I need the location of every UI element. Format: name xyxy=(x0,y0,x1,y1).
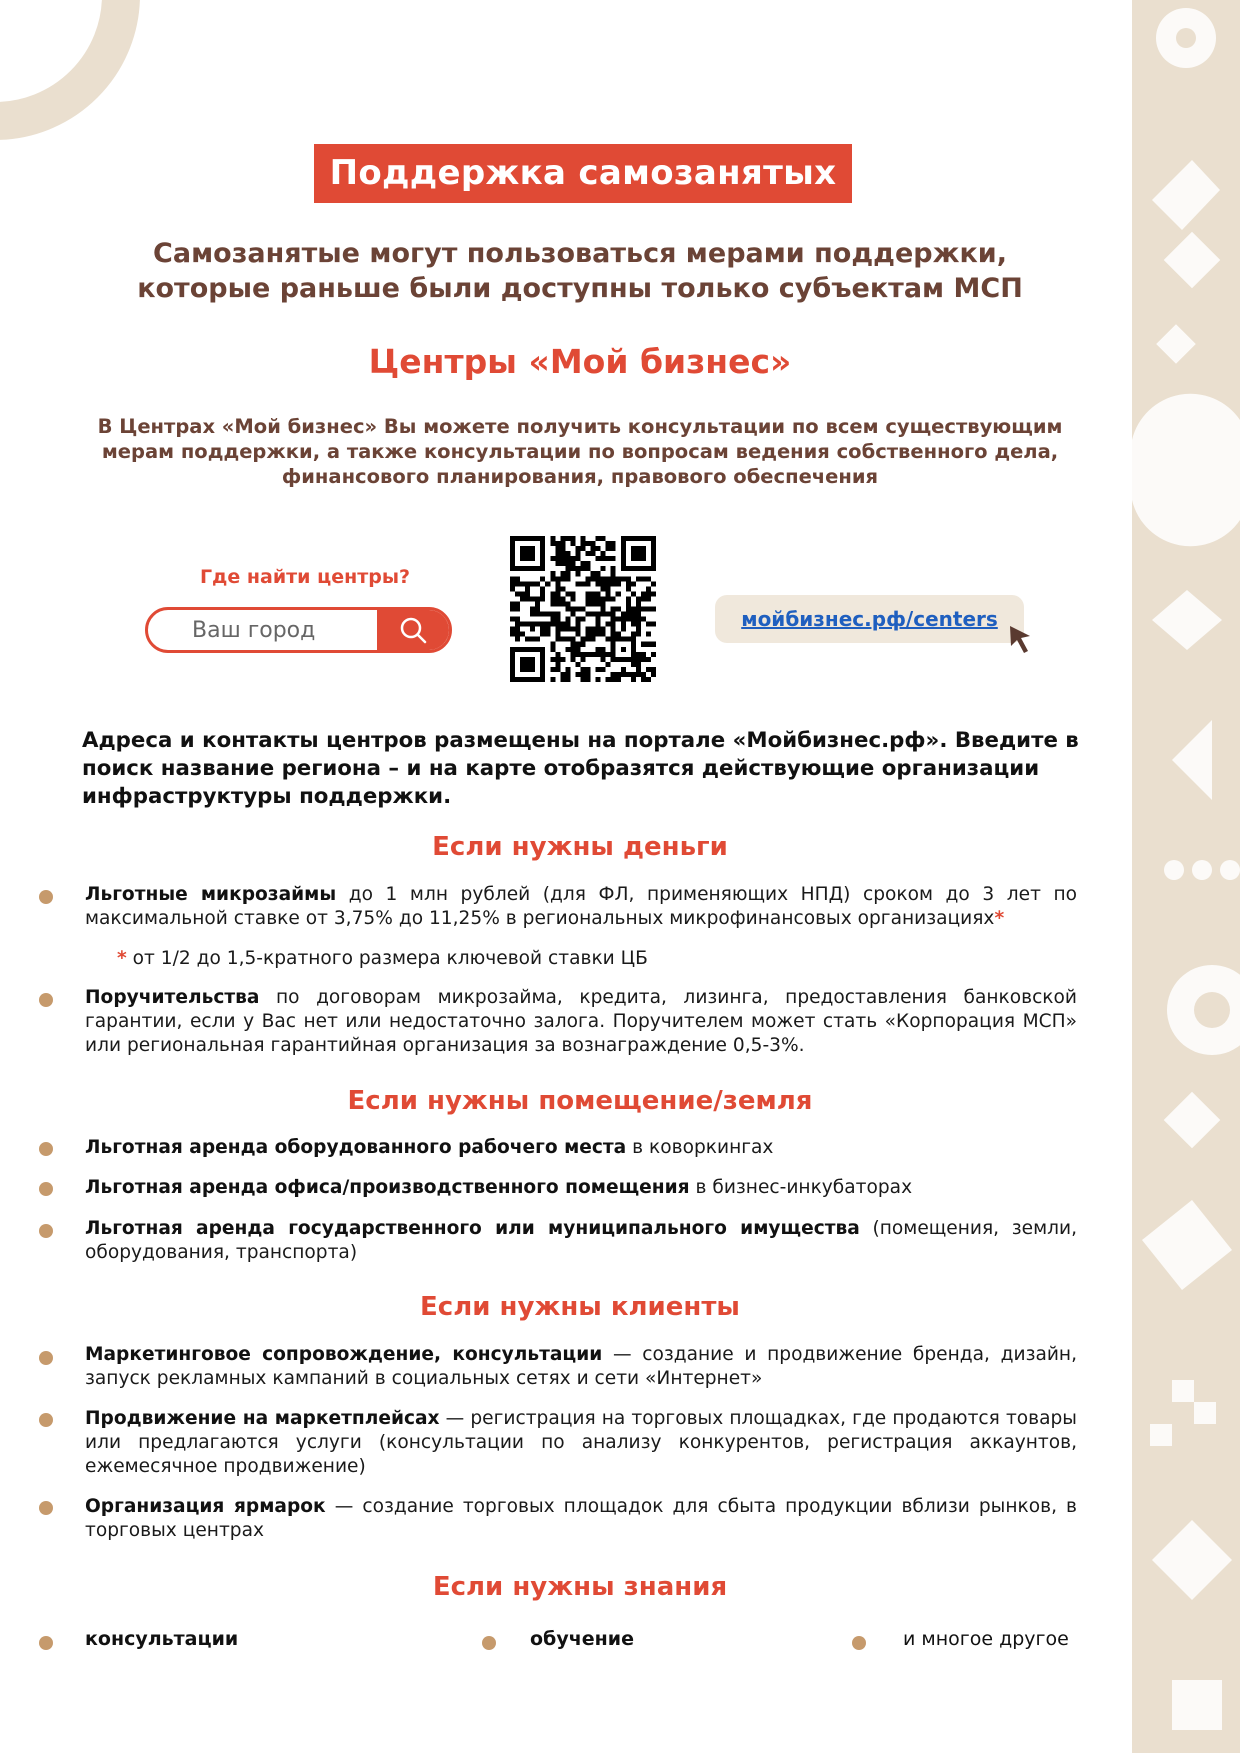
item-title: Льготные микрозаймы xyxy=(85,884,337,905)
bullet-dot xyxy=(39,1182,53,1196)
list-item-fairs xyxy=(85,1495,1077,1543)
city-search-box xyxy=(145,607,452,653)
item-text: в коворкингах xyxy=(626,1137,774,1158)
item-title: Организация ярмарок xyxy=(85,1496,326,1517)
item-text: до 1 млн рублей (для ФЛ, применяющих НПД) сроком до 3 лет по максимальной ставке от 3,75% до 11,25% в региональных микрофинансовых организациях xyxy=(85,884,1077,929)
qr-code[interactable] xyxy=(510,536,656,682)
footnote xyxy=(117,948,648,969)
knowledge-item-consultations: консультации xyxy=(85,1628,239,1650)
footnote-star: * xyxy=(994,908,1005,929)
side-decoration-strip xyxy=(1132,0,1240,1753)
centers-link[interactable]: мойбизнес.рф/centers xyxy=(741,607,998,631)
list-item-coworking xyxy=(85,1136,1077,1160)
item-title: Поручительства xyxy=(85,987,260,1008)
item-title: Продвижение на маркетплейсах xyxy=(85,1408,440,1429)
bullet-dot xyxy=(39,1501,53,1515)
bullet-dot xyxy=(852,1636,866,1650)
page-title: Поддержка самозанятых xyxy=(314,144,852,203)
item-title: Льготная аренда оборудованного рабочего места xyxy=(85,1137,627,1158)
lead-text: Самозанятые могут пользоваться мерами поддержки, которые раньше были доступны только субъектам МСП xyxy=(137,238,1023,304)
knowledge-item-more: и многое другое xyxy=(903,1628,1069,1650)
centers-heading: Центры «Мой бизнес» xyxy=(368,342,792,381)
item-text: по договорам микрозайма, кредита, лизинга, предоставления банковской гарантии, если у Вас нет или недостаточно залога. Поручителем может стать «Корпорация МСП» или региональная гарантийная организация за вознаграждение 0,5-3%. xyxy=(85,987,1077,1056)
item-text: — создание и продвижение бренда, дизайн, запуск рекламных кампаний в социальных сетях и сети «Интернет» xyxy=(85,1344,1078,1389)
knowledge-item-training: обучение xyxy=(530,1628,634,1650)
find-centers-label: Где найти центры? xyxy=(199,566,411,588)
list-item-property xyxy=(85,1217,1077,1265)
bullet-dot xyxy=(39,1636,53,1650)
bullet-dot xyxy=(39,1142,53,1156)
bullet-dot xyxy=(482,1636,496,1650)
footnote-text: от 1/2 до 1,5-кратного размера ключевой ставки ЦБ xyxy=(126,948,648,969)
list-item-marketing xyxy=(85,1343,1077,1391)
item-text: в бизнес-инкубаторах xyxy=(689,1177,913,1198)
corner-decoration xyxy=(0,0,140,140)
list-item-microloans xyxy=(85,883,1077,931)
city-search-input[interactable] xyxy=(148,610,380,650)
item-text: (помещения, земли, оборудования, транспорта) xyxy=(85,1218,1077,1263)
cursor-icon xyxy=(1008,624,1036,656)
list-item-office xyxy=(85,1176,1077,1200)
search-button[interactable] xyxy=(377,610,449,650)
footnote-star: * xyxy=(117,948,127,969)
item-title: Маркетинговое сопровождение, консультации xyxy=(85,1344,603,1365)
bullet-dot xyxy=(39,1413,53,1427)
bullet-dot xyxy=(39,1224,53,1238)
centers-link-pill xyxy=(715,595,1024,643)
search-icon xyxy=(399,616,427,644)
portal-info: Адреса и контакты центров размещены на портале «Мойбизнес.рф». Введите в поиск название региона – и на карте отобразятся действующие организации инфраструктуры поддержки. xyxy=(82,728,1079,809)
premises-heading: Если нужны помещение/земля xyxy=(347,1086,813,1116)
knowledge-heading: Если нужны знания xyxy=(432,1572,728,1602)
list-item-guarantees xyxy=(85,986,1077,1058)
centers-description: В Центрах «Мой бизнес» Вы можете получить консультации по всем существующим мерам поддержки, а также консультации по вопросам ведения собственного дела, финансового планирования, правового обеспечения xyxy=(97,415,1063,488)
bullet-dot xyxy=(39,1351,53,1365)
list-item-marketplaces xyxy=(85,1407,1077,1479)
bullet-dot xyxy=(39,890,53,904)
item-title: Льготная аренда офиса/производственного помещения xyxy=(85,1177,690,1198)
bullet-dot xyxy=(39,993,53,1007)
clients-heading: Если нужны клиенты xyxy=(420,1292,740,1322)
item-text: — регистрация на торговых площадках, где продаются товары или предлагаются услуги (консультации по анализу конкурентов, регистрация аккаунтов, ежемесячное продвижение) xyxy=(85,1408,1077,1477)
money-heading: Если нужны деньги xyxy=(432,832,728,862)
item-title: Льготная аренда государственного или муниципального имущества xyxy=(85,1218,860,1239)
item-text: — создание торговых площадок для сбыта продукции вблизи рынков, в торговых центрах xyxy=(85,1496,1077,1541)
